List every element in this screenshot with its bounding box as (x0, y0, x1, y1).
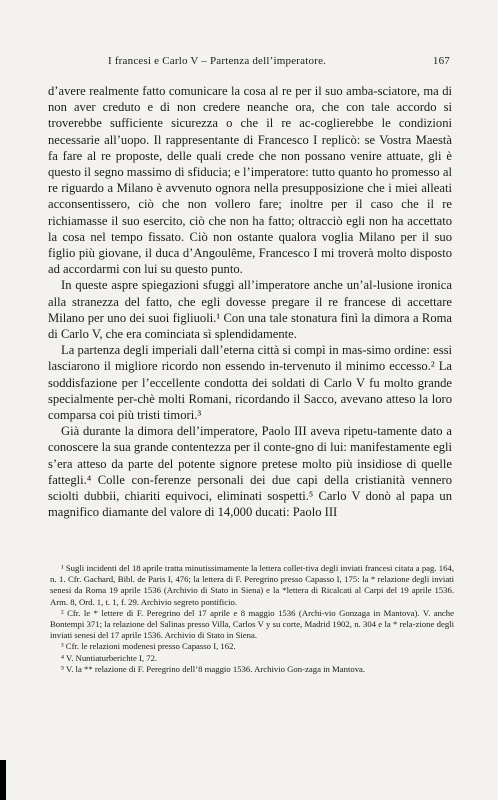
paragraph: In queste aspre spiegazioni sfuggì all’imperatore anche un’al-lusione ironica alla stranezza del fatto, che egli dovesse pregare il re francese di accettare Milano per uno dei suoi figliuoli.¹ Con una tale stonatura finì la dimora a Roma di Carlo V, che era cominciata sì splendidamente. (48, 278, 452, 342)
footnote: ³ Cfr. le relazioni modenesi presso Capasso I, 162. (61, 641, 236, 652)
body-text (48, 83, 452, 520)
paragraph: d’avere realmente fatto comunicare la cosa al re per il suo amba-sciatore, ma di non aver creduto e di non credere neanche ora, che con tale accordo si troverebbe sufficiente sicurezza o che il re ac-coglierebbe le condizioni necessarie all’uopo. Il rappresentante di Francesco I replicò: se Vostra Maestà fa fare al re proposte, delle quali crede che non possano venire attuate, gli è questo il segno massimo di sfiducia; e l’imperatore: tutto quanto ho promesso al re riguardo a Milano è avvenuto ognora nella presupposizione che i miei alleati acconsentissero, ciò che non vollero fare; inoltre per il caso che il re richiamasse il suo esercito, ciò che non ha fatto; oltracciò egli non ha accettato la cosa nel tempo fissato. Ciò non ostante qualora voglia Milano per il suo figlio più giovane, il duca d’Angoulême, Francesco I mi troverà molto disposto ad accordarmi con lui su questo punto. (48, 84, 452, 277)
footnotes (50, 563, 454, 675)
scan-edge-mark (0, 760, 6, 800)
footnote: ⁵ V. la ** relazione di F. Peregrino dell’8 maggio 1536. Archivio Gon-zaga in Mantova. (61, 663, 366, 674)
page-number: 167 (432, 55, 450, 67)
footnote: ² Cfr. le * lettere di F. Peregrino del 17 aprile e 8 maggio 1536 (Archi-vio Gonzaga in Mantova). V. anche Bontempi 371; la relazione del Salinas presso Villa, Carlos V y su corte, Madrid 1902, n. 304 e la * rela-zione degli inviati senesi del 17 aprile 1536. Archivio di Stato in Siena. (50, 607, 454, 641)
footnote: ¹ Sugli incidenti del 18 aprile tratta minutissimamente la lettera collet-tiva degli inviati francesi citata a pag. 164, n. 1. Cfr. Gachard, Bibl. de Paris I, 476; la lettera di F. Peregrino presso Capasso I, 175: la * relazione degli inviati senesi da Roma 19 aprile 1536 (Archivio di Stato in Siena) e la *lettera di Ricalcati al Carpi del 19 aprile 1536. Arm. 8, Ord. 1, t. 1, f. 29. Archivio segreto pontificio. (50, 563, 454, 607)
running-header (50, 55, 450, 71)
paragraph: Già durante la dimora dell’imperatore, Paolo III aveva ripetu-tamente dato a conoscere la sua grande contentezza per il conte-gno di lui: manifestamente egli s’era atteso da parte del potente signore pretese molto più insidiose di quelle fattegli.⁴ Colle con-ferenze personali dei due capi della cristianità vennero sciolti dubbii, chiariti equivoci, eliminati sospetti.⁵ Carlo V donò al papa un magnifico diamante del valore di 14,000 ducati: Paolo III (48, 424, 452, 520)
footnote: ⁴ V. Nuntiaturberichte I, 72. (61, 652, 158, 663)
running-title: I francesi e Carlo V – Partenza dell’imperatore. (108, 55, 327, 67)
paragraph: La partenza degli imperiali dall’eterna città si compì in mas-simo ordine: essi lasciarono il migliore ricordo non essendo in-tervenuto il minimo eccesso.² La soddisfazione per l’eccellente condotta dei soldati di Carlo V fu molto grande specialmente per-chè molti Romani, ricordando il Sacco, avevano atteso la loro comparsa coi più tristi timori.³ (48, 343, 452, 423)
